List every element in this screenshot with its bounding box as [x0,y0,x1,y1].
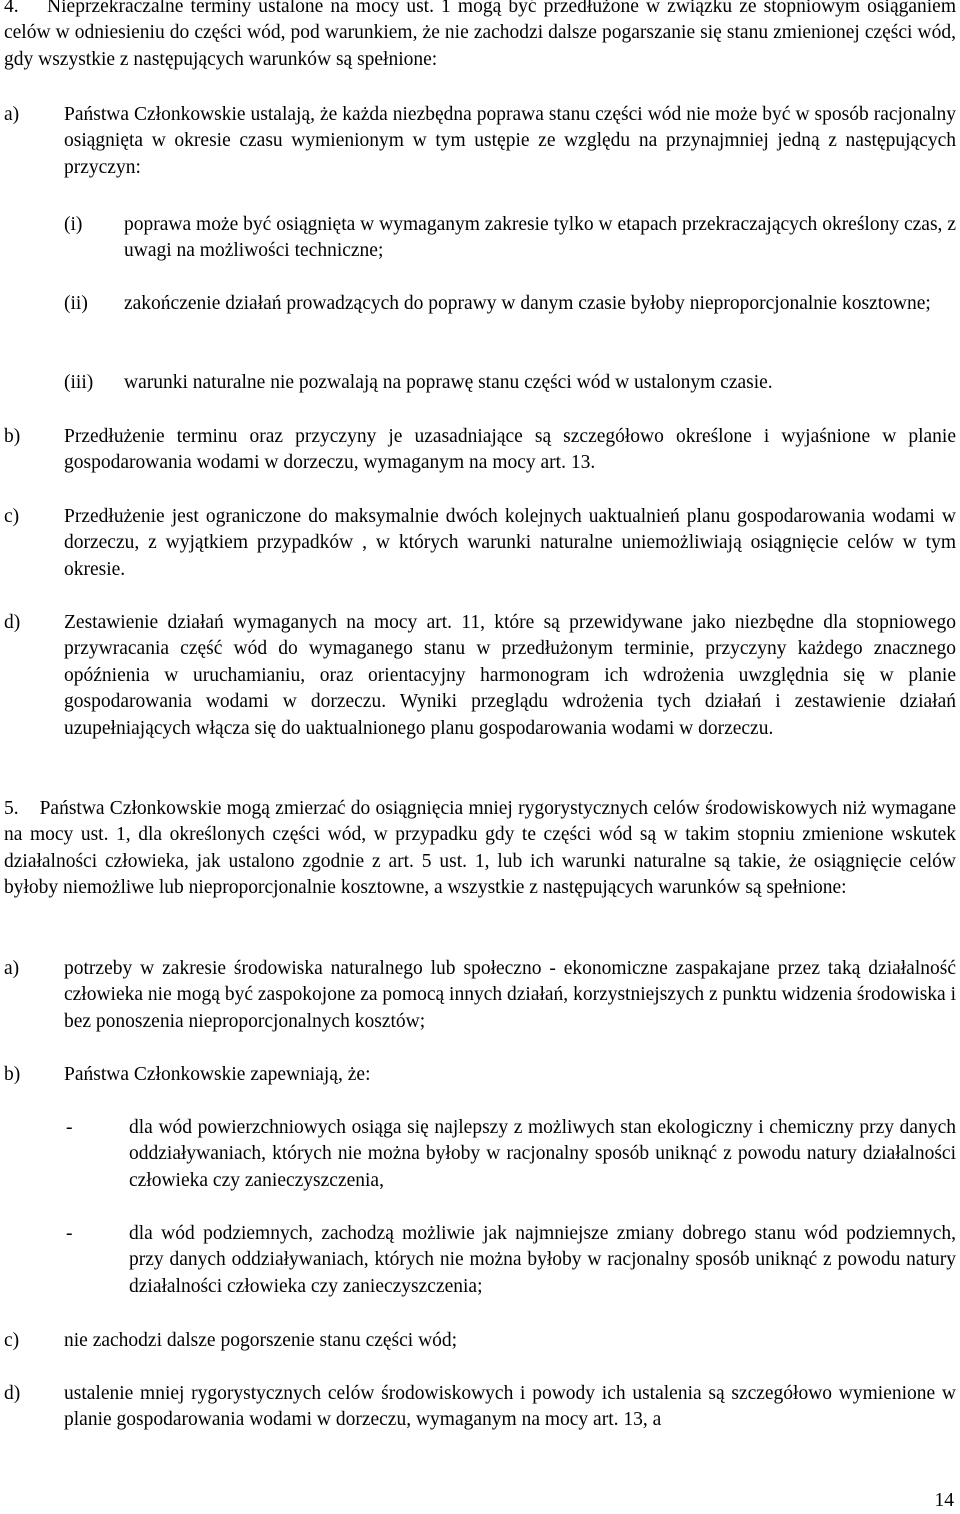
section-4-text: Nieprzekraczalne terminy ustalone na mocy ust. 1 mogą być przedłużone w związku ze stopniowym osiąganiem celów w odniesieniu do części wód, pod warunkiem, że nie zachodzi dalsze pogarszanie się stanu zmienionej części wód, gdy wszystkie z następujących warunków są spełnione: [4,0,956,70]
item-4b-marker: b) [4,426,21,447]
item-5b-marker: b) [4,1064,21,1085]
item-5b-dash-1-marker: - [66,1117,73,1138]
item-4d-text: Zestawienie działań wymaganych na mocy art. 11, które są przewidywane jako niezbędne dla stopniowego przywracania część wód do wymaganego stanu w przedłużonym terminie, przyczyny każdego znacznego opóźnienia w uruchamianiu, oraz orientacyjny harmonogram ich wdrożenia uwzględnia się w planie gospodarowania wodami w dorzeczu. Wyniki przeglądu wdrożenia tych działań i zestawienie działań uzupełniających włącza się do uaktualnionego planu gospodarowania wodami w dorzeczu. [64,612,956,739]
item-5b-text: Państwa Członkowskie zapewniają, że: [64,1064,371,1085]
item-5c-marker: c) [4,1330,20,1351]
item-5d-text: ustalenie mniej rygorystycznych celów środowiskowych i powody ich ustalenia są szczegółowo wymienione w planie gospodarowania wodami w dorzeczu, wymaganym na mocy art. 13, a [64,1383,956,1431]
section-5-paragraph [4,796,956,902]
item-4a-iii-text: warunki naturalne nie pozwalają na poprawę stanu części wód w ustalonym czasie. [124,372,773,393]
item-5b-dash-2-text: dla wód podziemnych, zachodzą możliwie jak najmniejsze zmiany dobrego stanu wód podziemnych, przy danych oddziaływaniach, których nie można byłoby w racjonalny sposób uniknąć z powodu natury działalności człowieka czy zanieczyszczenia; [129,1223,956,1297]
item-5d-marker: d) [4,1383,21,1404]
item-4a-iii-marker: (iii) [64,372,94,393]
item-5a-marker: a) [4,958,20,979]
item-4a-i-text: poprawa może być osiągnięta w wymaganym zakresie tylko w etapach przekraczających określony czas, z uwagi na możliwości techniczne; [124,214,956,262]
section-5-number: 5. [4,798,19,819]
item-5b-dash-1-text: dla wód powierzchniowych osiąga się najlepszy z możliwych stan ekologiczny i chemiczny przy danych oddziaływaniach, których nie można byłoby w racjonalny sposób uniknąć z powodu natury działalności człowieka czy zanieczyszczenia, [129,1117,956,1191]
item-4a-marker: a) [4,104,20,125]
section-5-text: Państwa Członkowskie mogą zmierzać do osiągnięcia mniej rygorystycznych celów środowiskowych niż wymagane na mocy ust. 1, dla określonych części wód, w przypadku gdy te części wód są w takim stopniu zmienione wskutek działalności człowieka, jak ustalono zgodnie z art. 5 ust. 1, lub ich warunki naturalne są takie, że osiągnięcie celów byłoby niemożliwe lub nieproporcjonalnie kosztowne, a wszystkie z następujących warunków są spełnione: [4,798,956,899]
item-4a-ii-marker: (ii) [64,293,88,314]
item-5b-dash-2-marker: - [66,1223,73,1244]
item-5a-text: potrzeby w zakresie środowiska naturalnego lub społeczno - ekonomiczne zaspakajane przez taką działalność człowieka nie mogą być zaspokojone za pomocą innych działań, korzystniejszych z punktu widzenia środowiska i bez ponoszenia nieproporcjonalnych kosztów; [64,958,956,1032]
item-4c-marker: c) [4,506,20,527]
section-4-number: 4. [4,0,19,17]
item-4a-text: Państwa Członkowskie ustalają, że każda niezbędna poprawa stanu części wód nie może być w sposób racjonalny osiągnięta w okresie czasu wymienionym w tym ustępie ze względu na przynajmniej jedną z następujących przyczyn: [64,104,956,178]
item-4a-ii-text: zakończenie działań prowadzących do poprawy w danym czasie byłoby nieproporcjonalnie kosztowne; [124,293,931,314]
page-number: 14 [934,1490,954,1511]
item-4a-i-marker: (i) [64,214,83,235]
section-4-paragraph [4,0,956,73]
item-4b-text: Przedłużenie terminu oraz przyczyny je uzasadniające są szczegółowo określone i wyjaśnione w planie gospodarowania wodami w dorzeczu, wymaganym na mocy art. 13. [64,426,956,474]
item-4c-text: Przedłużenie jest ograniczone do maksymalnie dwóch kolejnych uaktualnień planu gospodarowania wodami w dorzeczu, z wyjątkiem przypadków , w których warunki naturalne uniemożliwiają osiągnięcie celów w tym okresie. [64,506,956,580]
item-5c-text: nie zachodzi dalsze pogorszenie stanu części wód; [64,1330,458,1351]
item-4d-marker: d) [4,612,21,633]
